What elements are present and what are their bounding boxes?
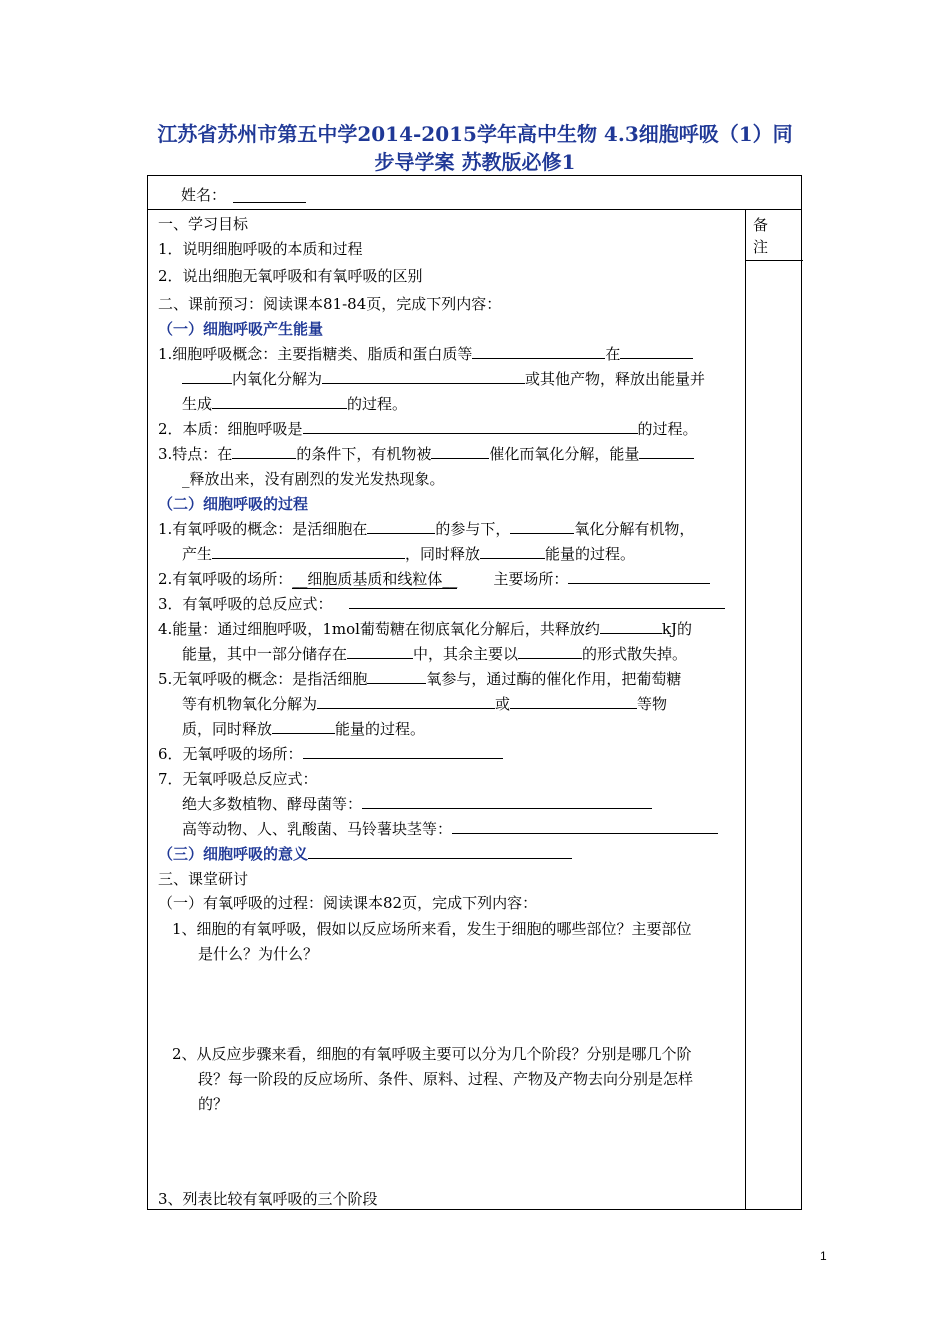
blank[interactable] <box>367 519 435 534</box>
remarks-header <box>745 210 803 261</box>
title-line-2: 步导学案 苏教版必修1 <box>374 150 576 174</box>
blank[interactable] <box>510 694 637 709</box>
blank[interactable] <box>431 444 489 459</box>
item-b4-line1: 4.能量：通过细胞呼吸，1mol葡萄糖在彻底氧化分解后，共释放约 kJ的 <box>158 620 693 638</box>
blank[interactable] <box>518 644 582 659</box>
blank[interactable] <box>182 369 232 384</box>
remarks-char-2: 注 <box>753 238 769 256</box>
item-b2: 2.有氧呼吸的场所：__细胞质基质和线粒体__ 主要场所： <box>158 569 710 589</box>
blank[interactable] <box>568 569 710 584</box>
item-a2: 2．本质：细胞呼吸是 的过程。 <box>158 420 698 438</box>
item-b5-line2: 等有机物氧化分解为 或 等物 <box>182 695 668 713</box>
question-1-line1: 1、细胞的有氧呼吸，假如以反应场所来看，发生于细胞的哪些部位？主要部位 <box>172 920 692 938</box>
question-2-line2: 段？每一阶段的反应场所、条件、原料、过程、产物及产物去向分别是怎样 <box>198 1070 694 1088</box>
goal-2: 2．说出细胞无氧呼吸和有氧呼吸的区别 <box>158 267 423 285</box>
name-label: 姓名： <box>181 186 227 204</box>
blank[interactable] <box>639 444 694 459</box>
blank[interactable] <box>349 594 725 609</box>
item-b1-line2: 产生 ，同时释放 能量的过程。 <box>182 545 636 563</box>
blank[interactable] <box>367 669 426 684</box>
heading-process: （二）细胞呼吸的过程 <box>158 495 309 513</box>
question-3: 3、列表比较有氧呼吸的三个阶段 <box>158 1190 378 1208</box>
blank[interactable] <box>362 794 652 809</box>
blank[interactable] <box>347 644 413 659</box>
blank[interactable] <box>600 619 662 634</box>
item-b5-line1: 5.无氧呼吸的概念：是指活细胞 氧参与，通过酶的催化作用，把葡萄糖 <box>158 670 682 688</box>
heading-significance: （三）细胞呼吸的意义 <box>158 844 572 864</box>
item-b7-plants: 绝大多数植物、酵母菌等： <box>182 794 652 814</box>
document-title <box>120 120 830 176</box>
section-preview: 二、课前预习：阅读课本81-84页，完成下列内容： <box>158 295 502 313</box>
question-2-line1: 2、从反应步骤来看，细胞的有氧呼吸主要可以分为几个阶段？分别是哪几个阶 <box>172 1045 692 1063</box>
heading-energy: （一）细胞呼吸产生能量 <box>158 320 324 338</box>
item-b7: 7．无氧呼吸总反应式： <box>158 770 318 788</box>
title-line-1: 江苏省苏州市第五中学2014-2015学年高中生物 4.3细胞呼吸（1）同 <box>157 122 793 146</box>
page-number: 1 <box>820 1249 827 1263</box>
goal-1: 1．说明细胞呼吸的本质和过程 <box>158 240 363 258</box>
worksheet-table <box>147 175 802 1210</box>
item-b4-line2: 能量，其中一部分储存在 中，其余主要以 的形式散失掉。 <box>182 645 688 663</box>
column-divider <box>745 210 746 1209</box>
name-blank[interactable] <box>233 202 306 203</box>
item-b6: 6．无氧呼吸的场所： <box>158 744 503 764</box>
blank[interactable] <box>322 369 525 384</box>
blank[interactable] <box>480 544 545 559</box>
discussion-intro: （一）有氧呼吸的过程：阅读课本82页，完成下列内容： <box>158 894 538 912</box>
question-2-line3: 的？ <box>198 1095 229 1113</box>
item-b5-line3: 质，同时释放 能量的过程。 <box>182 720 426 738</box>
blank[interactable] <box>472 344 605 359</box>
item-b3: 3．有氧呼吸的总反应式： <box>158 594 725 614</box>
item-b7-animals: 高等动物、人、乳酸菌、马铃薯块茎等： <box>182 819 718 839</box>
blank[interactable] <box>303 419 638 434</box>
item-a3-line1: 3.特点：在 的条件下，有机物被 催化而氧化分解，能量 <box>158 444 694 464</box>
item-a1-line2: 内氧化分解为 或其他产物，释放出能量并 <box>182 369 705 389</box>
blank[interactable] <box>303 744 503 759</box>
blank[interactable] <box>620 344 693 359</box>
blank[interactable] <box>317 694 495 709</box>
blank[interactable] <box>212 394 347 409</box>
name-row <box>148 176 801 210</box>
question-1-line2: 是什么？为什么？ <box>198 945 319 963</box>
blank[interactable] <box>232 444 296 459</box>
item-a3-line2: _释放出来，没有剧烈的发光发热现象。 <box>182 470 445 488</box>
section-goals: 一、学习目标 <box>158 215 249 233</box>
blank[interactable] <box>308 844 572 859</box>
blank[interactable] <box>452 819 718 834</box>
remarks-char-1: 备 <box>753 216 769 234</box>
item-a1-line3: 生成 的过程。 <box>182 395 408 413</box>
blank[interactable] <box>212 544 405 559</box>
item-a1-line1: 1.细胞呼吸概念：主要指糖类、脂质和蛋白质等 在 <box>158 344 693 364</box>
section-discussion: 三、课堂研讨 <box>158 870 249 888</box>
blank[interactable] <box>272 719 335 734</box>
item-b1-line1: 1.有氧呼吸的概念：是活细胞在 的参与下， 氧化分解有机物， <box>158 520 695 538</box>
blank[interactable] <box>510 519 574 534</box>
